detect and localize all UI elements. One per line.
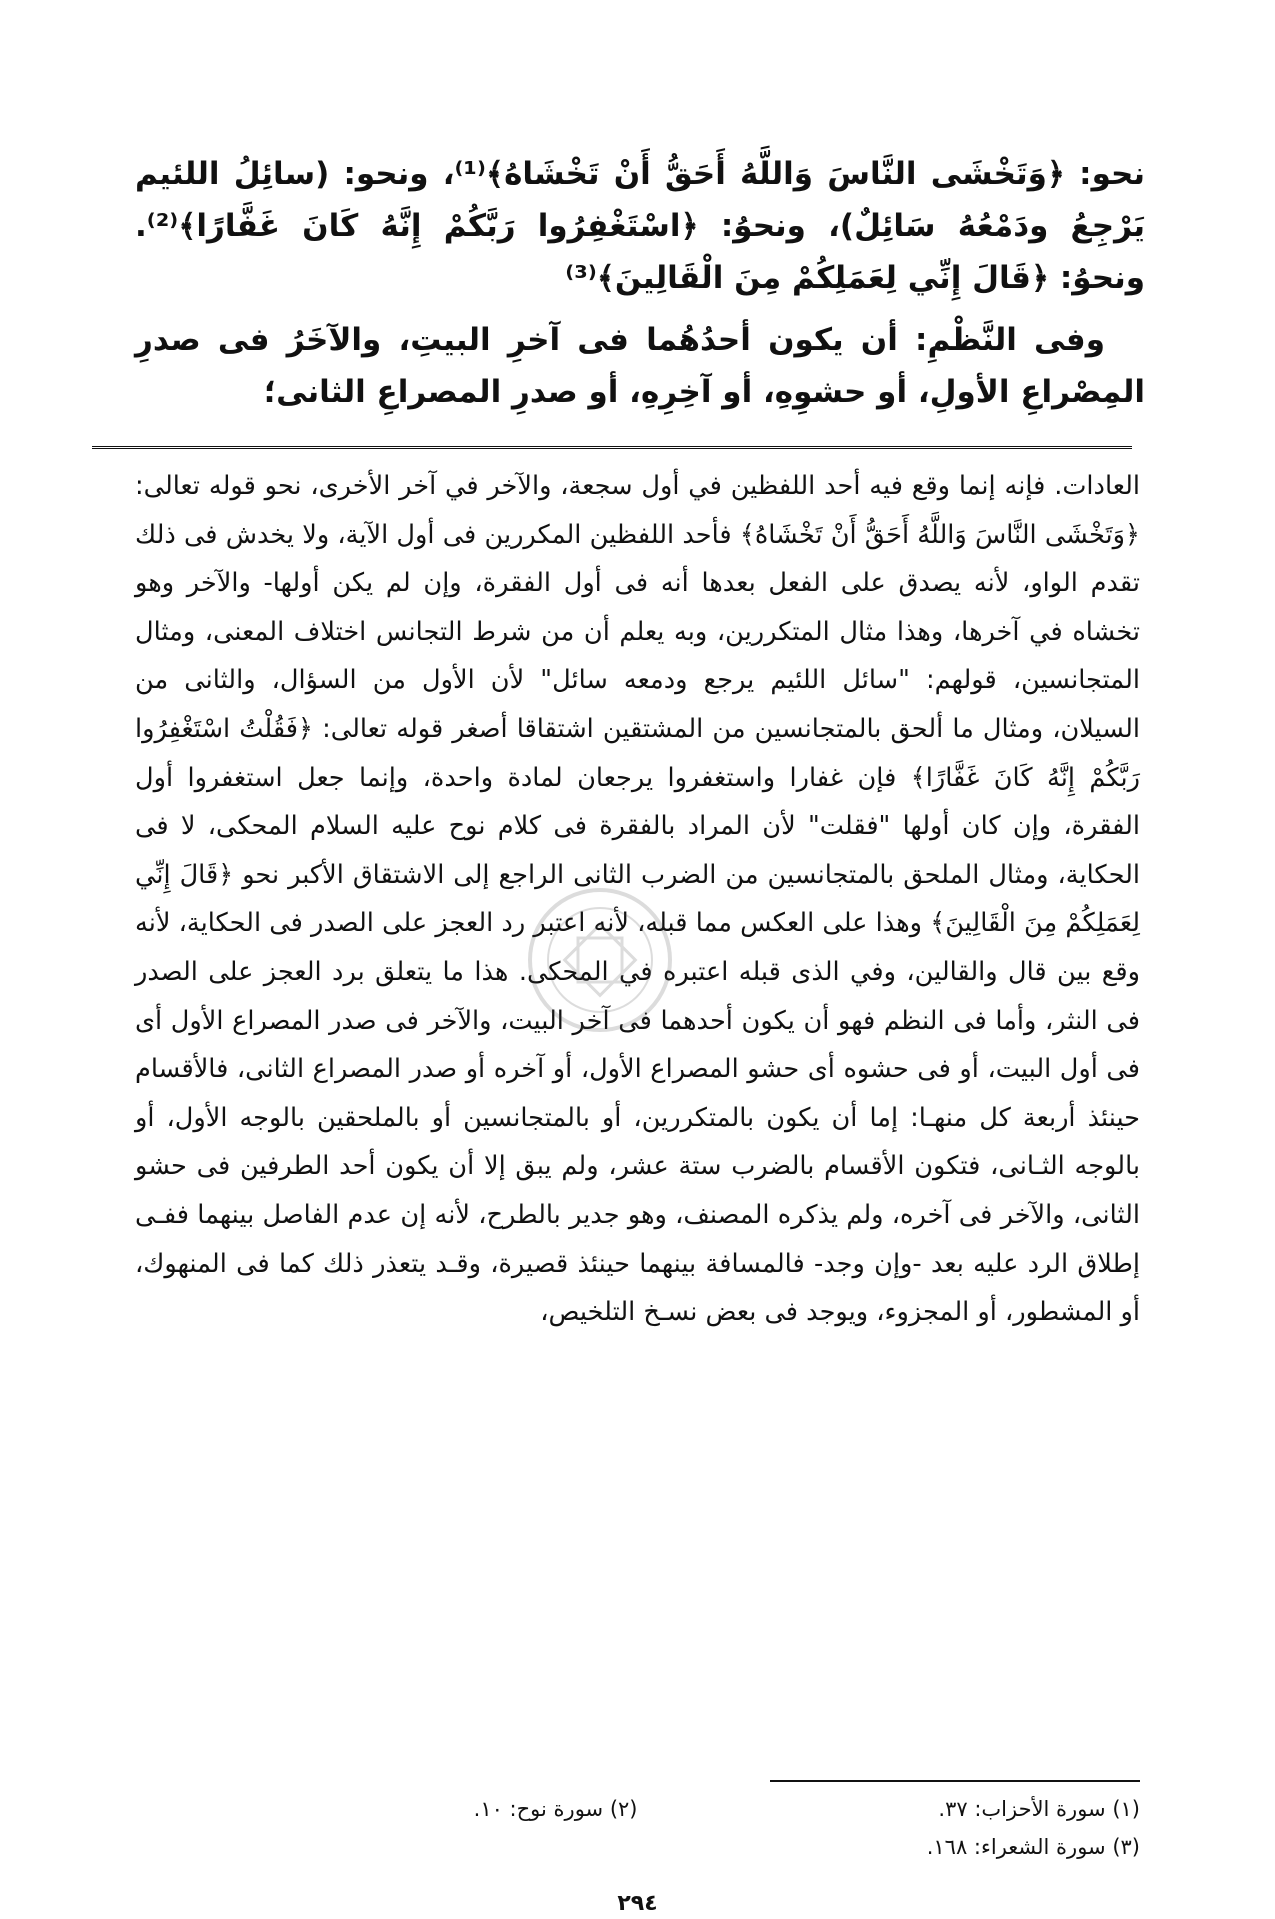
main-text-paragraph-2: وفى النَّظْمِ: أن يكون أحدُهُما فى آخرِ البيتِ، والآخَرُ فى صدرِ المِصْراعِ الأولِ، أو حشوِهِ، أو آخِرِهِ، أو صدرِ المصراعِ الثانى؛: [135, 322, 1145, 410]
footnote-3: (٣) سورة الشعراء: ١٦٨.: [926, 1835, 1140, 1859]
footnotes-block: [135, 1790, 1140, 1866]
footnote-1: (١) سورة الأحزاب: ٣٧.: [938, 1797, 1140, 1821]
library-seal-watermark: [520, 880, 680, 1040]
footnote-divider: [770, 1780, 1140, 1782]
commentary-paragraph: العادات. فإنه إنما وقع فيه أحد اللفظين في أول سجعة، والآخر في آخر الأخرى، نحو قوله تعالى: ﴿وَتَخْشَى النَّاسَ وَاللَّهُ أَحَقُّ أَنْ تَخْشَاهُ﴾ فأحد اللفظين المكررين فى أول الآية، ولا يخدش فى ذلك تقدم الواو، لأنه يصدق على الفعل بعدها أنه فى أول الفقرة، وإن لم يكن أولها- والآخر وهو تخشاه في آخرها، وهذا مثال المتكررين، وبه يعلم أن من شرط التجانس اختلاف المعنى، ومثال المتجانسين، قولهم: "سائل اللئيم يرجع ودمعه سائل" لأن الأول من السؤال، والثانى من السيلان، ومثال ما ألحق بالمتجانسين من المشتقين اشتقاقا أصغر قوله تعالى: ﴿فَقُلْتُ اسْتَغْفِرُوا رَبَّكُمْ إِنَّهُ كَانَ غَفَّارًا﴾ فإن غفارا واستغفروا يرجعان لمادة واحدة، وإنما جعل استغفروا أول الفقرة، وإن كان أولها "فقلت" لأن المراد بالفقرة فى كلام نوح عليه السلام المحكى، لا فى الحكاية، ومثال الملحق بالمتجانسين من الضرب الثانى الراجع إلى الاشتقاق الأكبر نحو ﴿قَالَ إِنِّي لِعَمَلِكُمْ مِنَ الْقَالِينَ﴾ وهذا على العكس مما قبله، لأنه اعتبر رد العجز على الصدر فى الحكاية، لأنه وقع بين قال والقالين، وفي الذى قبله اعتبره في المحكى. هذا ما يتعلق برد العجز على الصدر فى النثر، وأما فى النظم فهو أن يكون أحدهما فى آخر البيت، والآخر فى صدر المصراع الأول أى فى أول البيت، أو فى حشوه أى حشو المصراع الأول، أو آخره أو صدر المصراع الثانى، فالأقسام حينئذ أربعة كل منهـا: إما أن يكون بالمتكررين، أو بالمتجانسين أو بالملحقين بالوجه الأول، أو بالوجه الثـانى، فتكون الأقسام بالضرب ستة عشر، ولم يبق إلا أن يكون أحد الطرفين فى حشو الثانى، والآخر فى آخره، ولم يذكره المصنف، وهو جدير بالطرح، لأنه إن عدم الفاصل بينهما ففـى إطلاق الرد عليه بعد -وإن وجد- فالمسافة بينهما حينئذ قصيرة، وقـد يتعذر ذلك كما فى المنهوك، أو المشطور، أو المجزوء، ويوجد فى بعض نسـخ التلخيص،: [135, 471, 1140, 1328]
footnote-2: (٢) سورة نوح: ١٠.: [473, 1797, 638, 1821]
footnote-row: [135, 1828, 1140, 1866]
section-divider: [92, 446, 1132, 449]
main-text-block: [135, 148, 1145, 418]
footnote-row: [135, 1790, 1140, 1828]
main-text-paragraph-1: نحو: ﴿وَتَخْشَى النَّاسَ وَاللَّهُ أَحَقُّ أَنْ تَخْشَاهُ﴾⁽¹⁾، ونحو: (سائِلُ اللئيم يَرْجِعُ ودَمْعُهُ سَائِلٌ)، ونحوُ: ﴿اسْتَغْفِرُوا رَبَّكُمْ إِنَّهُ كَانَ غَفَّارًا﴾⁽²⁾. ونحوُ: ﴿قَالَ إِنِّي لِعَمَلِكُمْ مِنَ الْقَالِينَ﴾⁽³⁾: [135, 156, 1145, 296]
page-number: ٢٩٤: [617, 1891, 658, 1916]
